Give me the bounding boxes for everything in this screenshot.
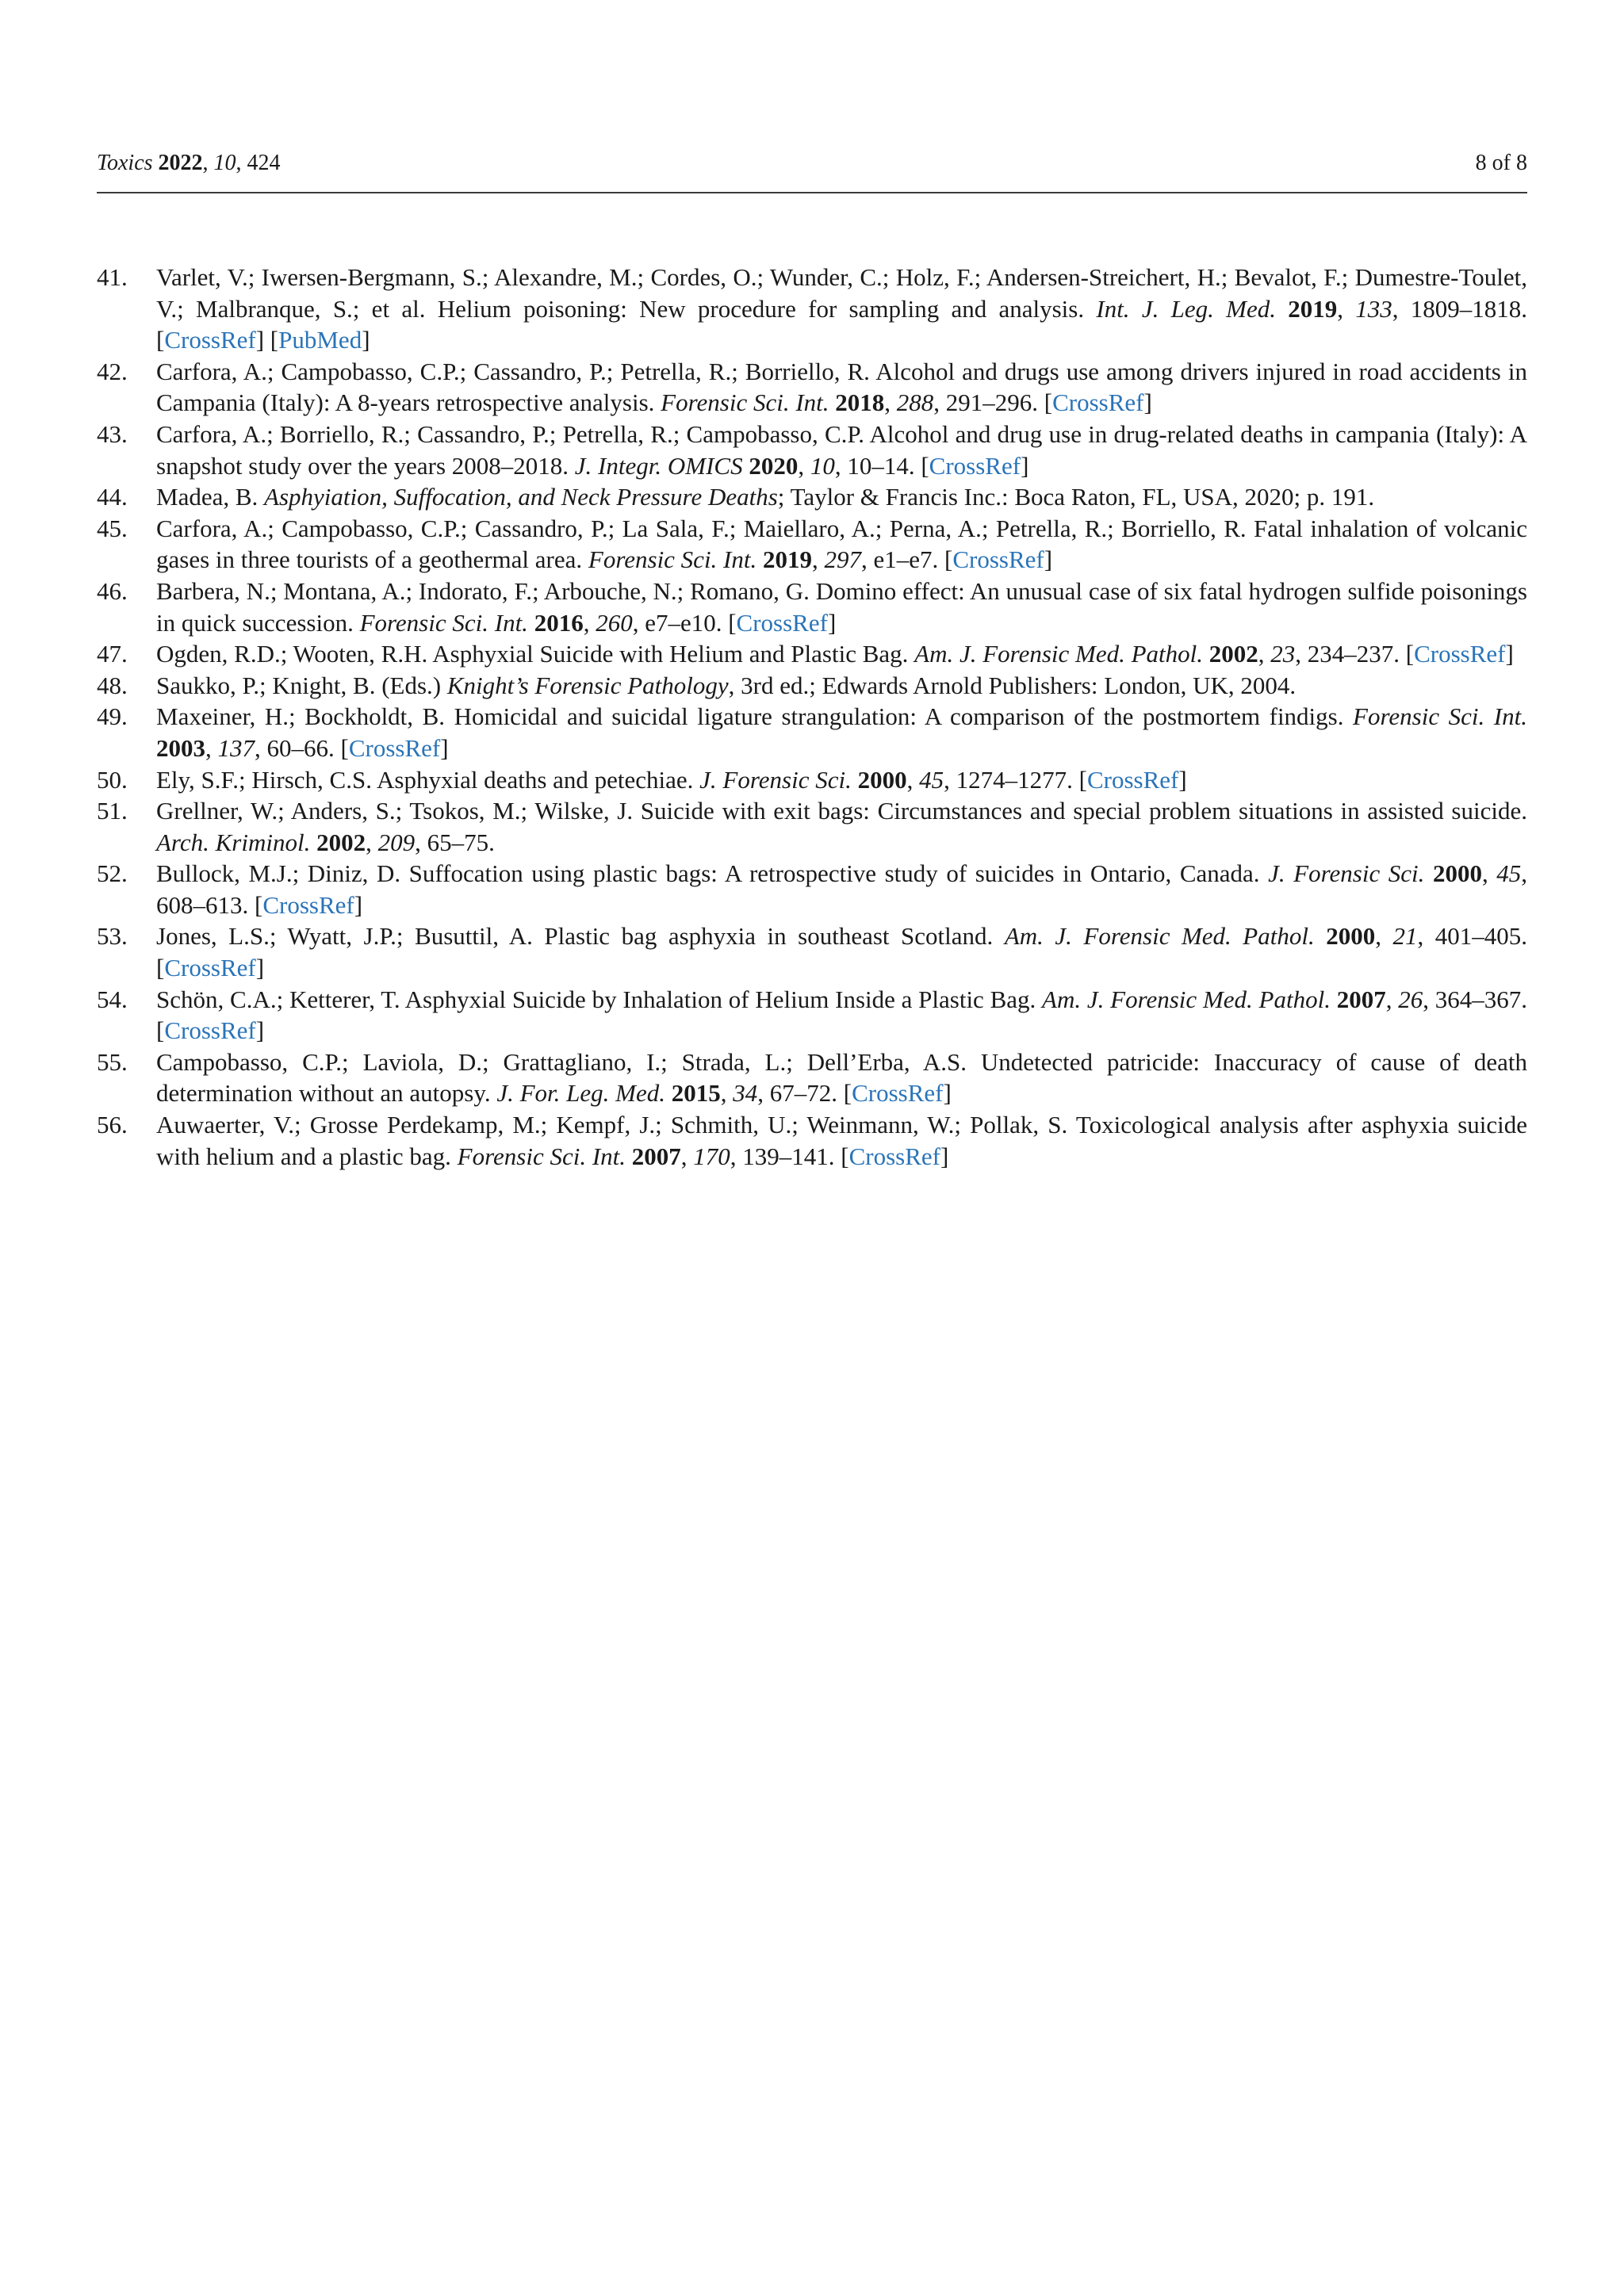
reference-item [97, 984, 1527, 1047]
reference-year: 2007 [1336, 985, 1386, 1013]
journal-citation: Toxics 2022, 10, 424 [97, 151, 281, 175]
reference-text-segment: , [1337, 294, 1356, 323]
journal-volume: 10 [213, 151, 236, 175]
reference-text [156, 797, 1527, 856]
reference-number: 47. [97, 640, 128, 668]
crossref-link[interactable]: CrossRef [929, 451, 1021, 480]
reference-text [156, 766, 1187, 794]
reference-italic-text: 170 [693, 1142, 730, 1170]
reference-number: 41. [97, 263, 128, 291]
reference-text-segment: , [720, 1079, 733, 1108]
reference-item [97, 419, 1527, 481]
crossref-link[interactable]: CrossRef [852, 1079, 944, 1108]
reference-link-bracket: [CrossRef] [340, 733, 449, 762]
reference-text-segment: Varlet, V.; Iwersen-Bergmann, S.; Alexandre, M.; Cordes, O.; Wunder, C.; Holz, F.; Andersen-Streichert, H.; Bevalot, F.; Dumestre-Toulet, V.; Malbranque, S.; et al. Helium poisoning: New procedure for sampling and analysis. [156, 263, 1527, 323]
reference-text-segment: , [680, 1142, 694, 1170]
reference-year: 2018 [835, 388, 885, 417]
reference-text-segment: , 65–75. [415, 828, 495, 856]
reference-item [97, 576, 1527, 638]
crossref-link[interactable]: CrossRef [1086, 765, 1179, 794]
reference-text-segment: , 401–405. [1417, 922, 1528, 951]
reference-text-segment: , [1375, 922, 1393, 951]
crossref-link[interactable]: CrossRef [1414, 640, 1506, 668]
reference-text-segment: Auwaerter, V.; Grosse Perdekamp, M.; Kempf, J.; Schmith, U.; Weinmann, W.; Pollak, S. Toxicological analysis after asphyxia suicide with helium and a plastic bag. [156, 1111, 1527, 1170]
reference-text-segment: , 234–237. [1295, 640, 1406, 668]
reference-text-segment: , 291–296. [933, 388, 1044, 417]
reference-link-bracket: [CrossRef] [841, 1142, 949, 1170]
reference-text-segment: , 1274–1277. [944, 765, 1079, 794]
pubmed-link[interactable]: PubMed [278, 326, 362, 354]
reference-text-segment: , e7–e10. [632, 608, 729, 637]
reference-link-bracket: [CrossRef] [1405, 640, 1514, 668]
reference-year: 2000 [1326, 922, 1376, 951]
reference-item [97, 1047, 1527, 1109]
reference-link-bracket: [CrossRef] [156, 954, 265, 982]
reference-text [156, 859, 1527, 919]
reference-year: 2007 [631, 1142, 681, 1170]
reference-link-bracket: [CrossRef] [156, 326, 265, 354]
reference-text-segment: Jones, L.S.; Wyatt, J.P.; Busuttil, A. Plastic bag asphyxia in southeast Scotland. [156, 922, 1005, 951]
reference-italic-text: 23 [1270, 640, 1296, 668]
reference-text-segment [626, 1142, 632, 1170]
reference-italic-text: 137 [217, 733, 255, 762]
reference-item [97, 701, 1527, 763]
reference-text [156, 420, 1527, 480]
reference-number: 54. [97, 985, 128, 1013]
reference-text-segment [1424, 859, 1433, 887]
reference-italic-text: Forensic Sci. Int. [1353, 702, 1527, 731]
reference-number: 51. [97, 797, 128, 825]
reference-italic-text: Forensic Sci. Int. [457, 1142, 626, 1170]
reference-italic-text: 34 [733, 1079, 758, 1108]
reference-text-segment: ; Taylor & Francis Inc.: Boca Raton, FL, USA, 2020; p. 191. [777, 483, 1375, 511]
reference-link-bracket: [CrossRef] [843, 1079, 952, 1108]
reference-item [97, 356, 1527, 419]
reference-text [156, 640, 1514, 668]
crossref-link[interactable]: CrossRef [848, 1142, 940, 1170]
reference-text-segment: , [884, 388, 897, 417]
reference-italic-text: 297 [824, 545, 861, 574]
reference-text-segment: , 67–72. [757, 1079, 844, 1108]
reference-text-segment: Schön, C.A.; Ketterer, T. Asphyxial Suicide by Inhalation of Helium Inside a Plastic Bag. [156, 985, 1043, 1013]
reference-italic-text: Forensic Sci. Int. [661, 388, 829, 417]
crossref-link[interactable]: CrossRef [164, 326, 256, 354]
reference-text-segment: , 608–613. [156, 859, 1528, 919]
reference-number: 48. [97, 671, 128, 699]
reference-text-segment: Carfora, A.; Campobasso, C.P.; Cassandro, P.; La Sala, F.; Maiellaro, A.; Perna, A.; Petrella, R.; Borriello, R. Fatal inhalation of volcanic gases in three tourists of a geothermal area. [156, 514, 1527, 574]
reference-item [97, 795, 1527, 858]
reference-text-segment: , [1385, 985, 1399, 1013]
reference-text-segment [1276, 295, 1288, 323]
reference-italic-text: J. For. Leg. Med. [496, 1079, 665, 1108]
reference-number: 55. [97, 1047, 128, 1076]
reference-italic-text: 26 [1398, 985, 1423, 1013]
reference-link-bracket: [PubMed] [270, 326, 370, 354]
reference-italic-text: Arch. Kriminol. [156, 828, 311, 856]
reference-number: 42. [97, 357, 128, 385]
reference-text-segment [264, 326, 270, 354]
reference-text-segment: , [906, 765, 920, 794]
reference-item [97, 858, 1527, 920]
reference-number: 44. [97, 483, 128, 511]
reference-year: 2019 [1288, 294, 1338, 323]
reference-text-segment: , [812, 545, 825, 574]
reference-text-segment: , [1258, 640, 1271, 668]
reference-text [156, 577, 1527, 637]
reference-text-segment: Madea, B. [156, 483, 265, 511]
reference-text-segment: Saukko, P.; Knight, B. (Eds.) [156, 671, 447, 699]
reference-italic-text: Int. J. Leg. Med. [1096, 294, 1276, 323]
crossref-link[interactable]: CrossRef [348, 733, 441, 762]
reference-item [97, 481, 1527, 513]
reference-number: 50. [97, 765, 128, 794]
reference-text-segment: Barbera, N.; Montana, A.; Indorato, F.; Arbouche, N.; Romano, G. Domino effect: An unusual case of six fatal hydrogen sulfide poisonings in quick succession. [156, 576, 1527, 637]
crossref-link[interactable]: CrossRef [164, 954, 256, 982]
reference-text [156, 263, 1527, 354]
reference-number: 45. [97, 514, 128, 542]
reference-text-segment: , 1809–1818. [1392, 294, 1527, 323]
reference-text [156, 672, 1296, 699]
reference-year: 2003 [156, 733, 205, 762]
reference-link-bracket: [CrossRef] [944, 545, 1053, 574]
reference-text-segment: , [1481, 859, 1497, 888]
reference-text-segment [665, 1079, 672, 1107]
page-number: 8 of 8 [1475, 151, 1527, 175]
reference-text-segment [852, 766, 858, 794]
reference-italic-text: Forensic Sci. Int. [359, 608, 528, 637]
reference-link-bracket: [CrossRef] [1044, 388, 1152, 417]
crossref-link[interactable]: CrossRef [164, 1016, 256, 1045]
reference-item [97, 638, 1527, 670]
reference-text-segment: , 139–141. [730, 1142, 841, 1170]
reference-link-bracket: [CrossRef] [1078, 765, 1187, 794]
reference-text-segment: , [366, 828, 378, 856]
reference-text [156, 483, 1374, 511]
reference-year: 2016 [534, 608, 584, 637]
reference-text-segment [756, 545, 763, 573]
reference-text-segment: , [798, 451, 810, 480]
reference-item [97, 670, 1527, 702]
reference-list [97, 262, 1527, 1172]
reference-text-segment: Bullock, M.J.; Diniz, D. Suffocation using plastic bags: A retrospective study of suicides in Ontario, Canada. [156, 859, 1269, 888]
reference-text-segment: , 364–367. [1423, 985, 1527, 1013]
reference-text-segment: Ely, S.F.; Hirsch, C.S. Asphyxial deaths and petechiae. [156, 765, 700, 794]
reference-year: 2019 [763, 545, 812, 574]
reference-text-segment [528, 609, 534, 637]
journal-name: Toxics [97, 151, 153, 175]
reference-text [156, 515, 1527, 574]
reference-item [97, 764, 1527, 796]
crossref-link[interactable]: CrossRef [1052, 388, 1144, 417]
reference-text-segment: , [583, 608, 596, 637]
crossref-link[interactable]: CrossRef [262, 890, 354, 919]
reference-italic-text: 45 [1496, 859, 1522, 888]
reference-item [97, 513, 1527, 576]
reference-italic-text: J. Integr. OMICS [574, 451, 743, 480]
reference-text-segment: Maxeiner, H.; Bockholdt, B. Homicidal and suicidal ligature strangulation: A comparison of the postmortem findigs. [156, 702, 1354, 731]
reference-number: 43. [97, 419, 128, 448]
reference-italic-text: Knight’s Forensic Pathology [446, 671, 729, 699]
reference-italic-text: 209 [377, 828, 416, 856]
reference-text [156, 702, 1527, 762]
reference-italic-text: J. Forensic Sci. [699, 765, 852, 794]
reference-item [97, 920, 1527, 983]
reference-italic-text: 10 [810, 451, 835, 480]
reference-number: 49. [97, 702, 128, 731]
reference-italic-text: Forensic Sci. Int. [588, 545, 757, 574]
reference-italic-text: 21 [1392, 922, 1418, 951]
reference-link-bracket: [CrossRef] [921, 451, 1029, 480]
reference-text-segment [1331, 985, 1337, 1013]
reference-text-segment: , e1–e7. [861, 545, 945, 574]
reference-year: 2002 [1208, 640, 1258, 668]
reference-italic-text: 45 [919, 765, 944, 794]
reference-number: 56. [97, 1111, 128, 1139]
reference-italic-text: 288 [896, 388, 934, 417]
reference-number: 46. [97, 576, 128, 605]
reference-text-segment: , 60–66. [255, 733, 341, 762]
reference-year: 2002 [316, 828, 366, 856]
reference-italic-text: Am. J. Forensic Med. Pathol. [1004, 922, 1315, 951]
reference-text-segment: , [205, 733, 218, 762]
reference-italic-text: Am. J. Forensic Med. Pathol. [1042, 985, 1331, 1013]
crossref-link[interactable]: CrossRef [736, 608, 828, 637]
reference-text-segment: Ogden, R.D.; Wooten, R.H. Asphyxial Suicide with Helium and Plastic Bag. [156, 640, 915, 668]
reference-year: 2020 [749, 451, 799, 480]
journal-year: 2022 [158, 151, 203, 175]
reference-text-segment: , 10–14. [834, 451, 921, 480]
reference-text [156, 1111, 1527, 1170]
reference-link-bracket: [CrossRef] [156, 1016, 265, 1045]
reference-text [156, 985, 1527, 1045]
reference-item [97, 262, 1527, 356]
reference-text-segment: Grellner, W.; Anders, S.; Tsokos, M.; Wilske, J. Suicide with exit bags: Circumstances and special problem situations in assisted suicide. [156, 797, 1527, 825]
reference-text-segment [310, 828, 316, 856]
reference-year: 2015 [671, 1079, 721, 1108]
article-number: 424 [247, 151, 281, 175]
reference-year: 2000 [1432, 859, 1482, 888]
reference-link-bracket: [CrossRef] [728, 608, 837, 637]
reference-link-bracket: [CrossRef] [255, 890, 363, 919]
reference-text-segment [1203, 640, 1209, 668]
reference-italic-text: 133 [1355, 294, 1392, 323]
reference-italic-text: Am. J. Forensic Med. Pathol. [914, 640, 1204, 668]
reference-italic-text: Asphyiation, Suffocation, and Neck Pressure Deaths [264, 483, 778, 511]
reference-text-segment: , 3rd ed.; Edwards Arnold Publishers: London, UK, 2004. [728, 671, 1297, 699]
reference-item [97, 1109, 1527, 1172]
reference-text-segment [1315, 922, 1327, 950]
reference-italic-text: 260 [596, 608, 633, 637]
reference-text [156, 358, 1527, 417]
reference-number: 53. [97, 922, 128, 951]
reference-year: 2000 [857, 765, 907, 794]
reference-text [156, 1048, 1527, 1108]
reference-text-segment: Carfora, A.; Campobasso, C.P.; Cassandro, P.; Petrella, R.; Borriello, R. Alcohol and drugs use among drivers injured in road accidents in Campania (Italy): A 8-years retrospective analysis. [156, 357, 1527, 417]
reference-text [156, 922, 1527, 982]
reference-number: 52. [97, 859, 128, 888]
crossref-link[interactable]: CrossRef [952, 545, 1044, 574]
page-header [97, 147, 1527, 193]
reference-text-segment: Carfora, A.; Borriello, R.; Cassandro, P.; Petrella, R.; Campobasso, C.P. Alcohol and drug use in drug-related deaths in campania (Italy): A snapshot study over the years 2008–2018. [156, 419, 1527, 480]
reference-italic-text: J. Forensic Sci. [1268, 859, 1425, 888]
reference-text-segment: Campobasso, C.P.; Laviola, D.; Grattagliano, I.; Strada, L.; Dell’Erba, A.S. Undetected patricide: Inaccuracy of cause of death determination without an autopsy. [156, 1047, 1527, 1108]
